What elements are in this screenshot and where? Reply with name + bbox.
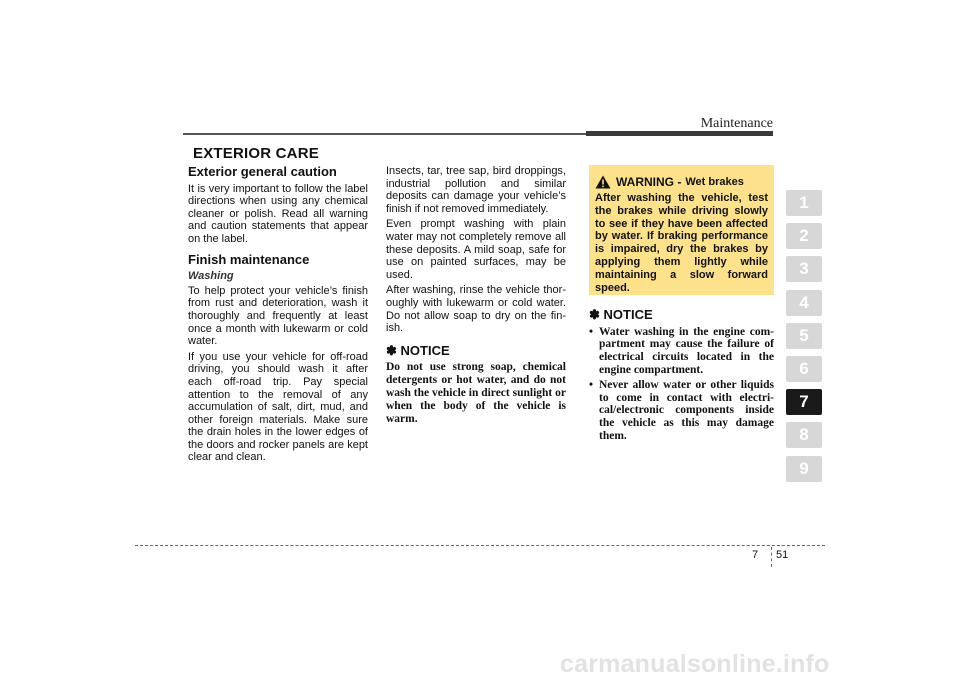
- column-1: [188, 164, 368, 467]
- footer-rule: [135, 545, 825, 546]
- chapter-tab-6[interactable]: 6: [786, 356, 822, 382]
- warning-triangle-icon: [595, 175, 611, 189]
- list-item: [589, 326, 774, 377]
- bullet-icon: •: [589, 378, 594, 391]
- chapter-tab-5[interactable]: 5: [786, 323, 822, 349]
- paragraph: If you use your vehicle for off-road driving, you should wash it after each off-road trip. Pay special attention to the removal of any accumulation of salt, dirt, mud, and other foreign materials. Make sure the drain holes in the lower edges of the doors and rocker panels are kept clear and clean.: [188, 350, 368, 464]
- chapter-tab-8[interactable]: 8: [786, 422, 822, 448]
- page-chapter-number: 7: [752, 549, 759, 561]
- header-rule-accent: [586, 131, 773, 136]
- chapter-tab-2[interactable]: 2: [786, 223, 822, 249]
- heading-exterior-general-caution: Exterior general caution: [188, 164, 337, 179]
- paragraph: It is very important to follow the label directions when using any chemical cleaner or polish. Read all warning and caution statements that appear on the label.: [188, 182, 368, 245]
- notice-label: NOTICE: [400, 342, 450, 358]
- notice-text: Do not use strong soap, chemical detergents or hot water, and do not wash the vehicle in direct sunlight or when the body of the vehicle is warm.: [386, 361, 566, 425]
- page-number: 51: [776, 549, 789, 561]
- notice-mark-icon: ✽: [386, 342, 397, 358]
- list-item-text: Never allow water or other liquids to come in contact with electri-cal/electronic components inside the vehicle as this may damage them.: [599, 378, 774, 442]
- warning-text: After washing the vehicle, test the brakes while driving slowly to see if they have been affected by water. If braking performance is impaired, dry the brakes by applying them lightly while maintaining a slow forward speed.: [595, 192, 768, 294]
- warning-label: WARNING -: [616, 175, 682, 189]
- chapter-tab-7[interactable]: 7: [786, 389, 822, 415]
- column-3: [589, 307, 774, 445]
- list-item: [589, 379, 774, 443]
- warning-heading: [595, 175, 768, 189]
- subheading-washing: Washing: [188, 270, 234, 283]
- section-title: EXTERIOR CARE: [193, 145, 319, 162]
- watermark: carmanualsonline.info: [560, 650, 830, 678]
- list-item-text: Water washing in the engine com-partment may cause the failure of electrical circuits located in the engine compartment.: [599, 325, 774, 376]
- chapter-tab-4[interactable]: 4: [786, 290, 822, 316]
- bullet-icon: •: [589, 325, 594, 338]
- notice-label: NOTICE: [603, 307, 653, 322]
- paragraph: After washing, rinse the vehicle thor-oughly with lukewarm or cold water. Do not allow soap to dry on the fin-ish.: [386, 284, 566, 335]
- notice-heading: [386, 342, 566, 358]
- chapter-tab-9[interactable]: 9: [786, 456, 822, 482]
- warning-box: [589, 165, 774, 295]
- notice-mark-icon: ✽: [589, 307, 600, 322]
- chapter-tabs: [786, 190, 822, 489]
- column-2: [386, 165, 566, 428]
- paragraph: Even prompt washing with plain water may not completely remove all these deposits. A mild soap, safe for use on painted surfaces, may be used.: [386, 218, 566, 281]
- chapter-tab-3[interactable]: 3: [786, 256, 822, 282]
- warning-subtitle: Wet brakes: [685, 176, 744, 188]
- paragraph: To help protect your vehicle’s finish from rust and deterioration, wash it thoroughly and frequently at least once a month with lukewarm or cold water.: [188, 284, 368, 348]
- chapter-tab-1[interactable]: 1: [786, 190, 822, 216]
- chapter-title: Maintenance: [700, 116, 773, 131]
- page-number-divider: [771, 547, 772, 567]
- notice-heading: [589, 309, 774, 322]
- heading-finish-maintenance: Finish maintenance: [188, 251, 310, 267]
- paragraph: Insects, tar, tree sap, bird droppings, industrial pollution and similar deposits can damage your vehicle’s finish if not removed immediately.: [386, 165, 566, 215]
